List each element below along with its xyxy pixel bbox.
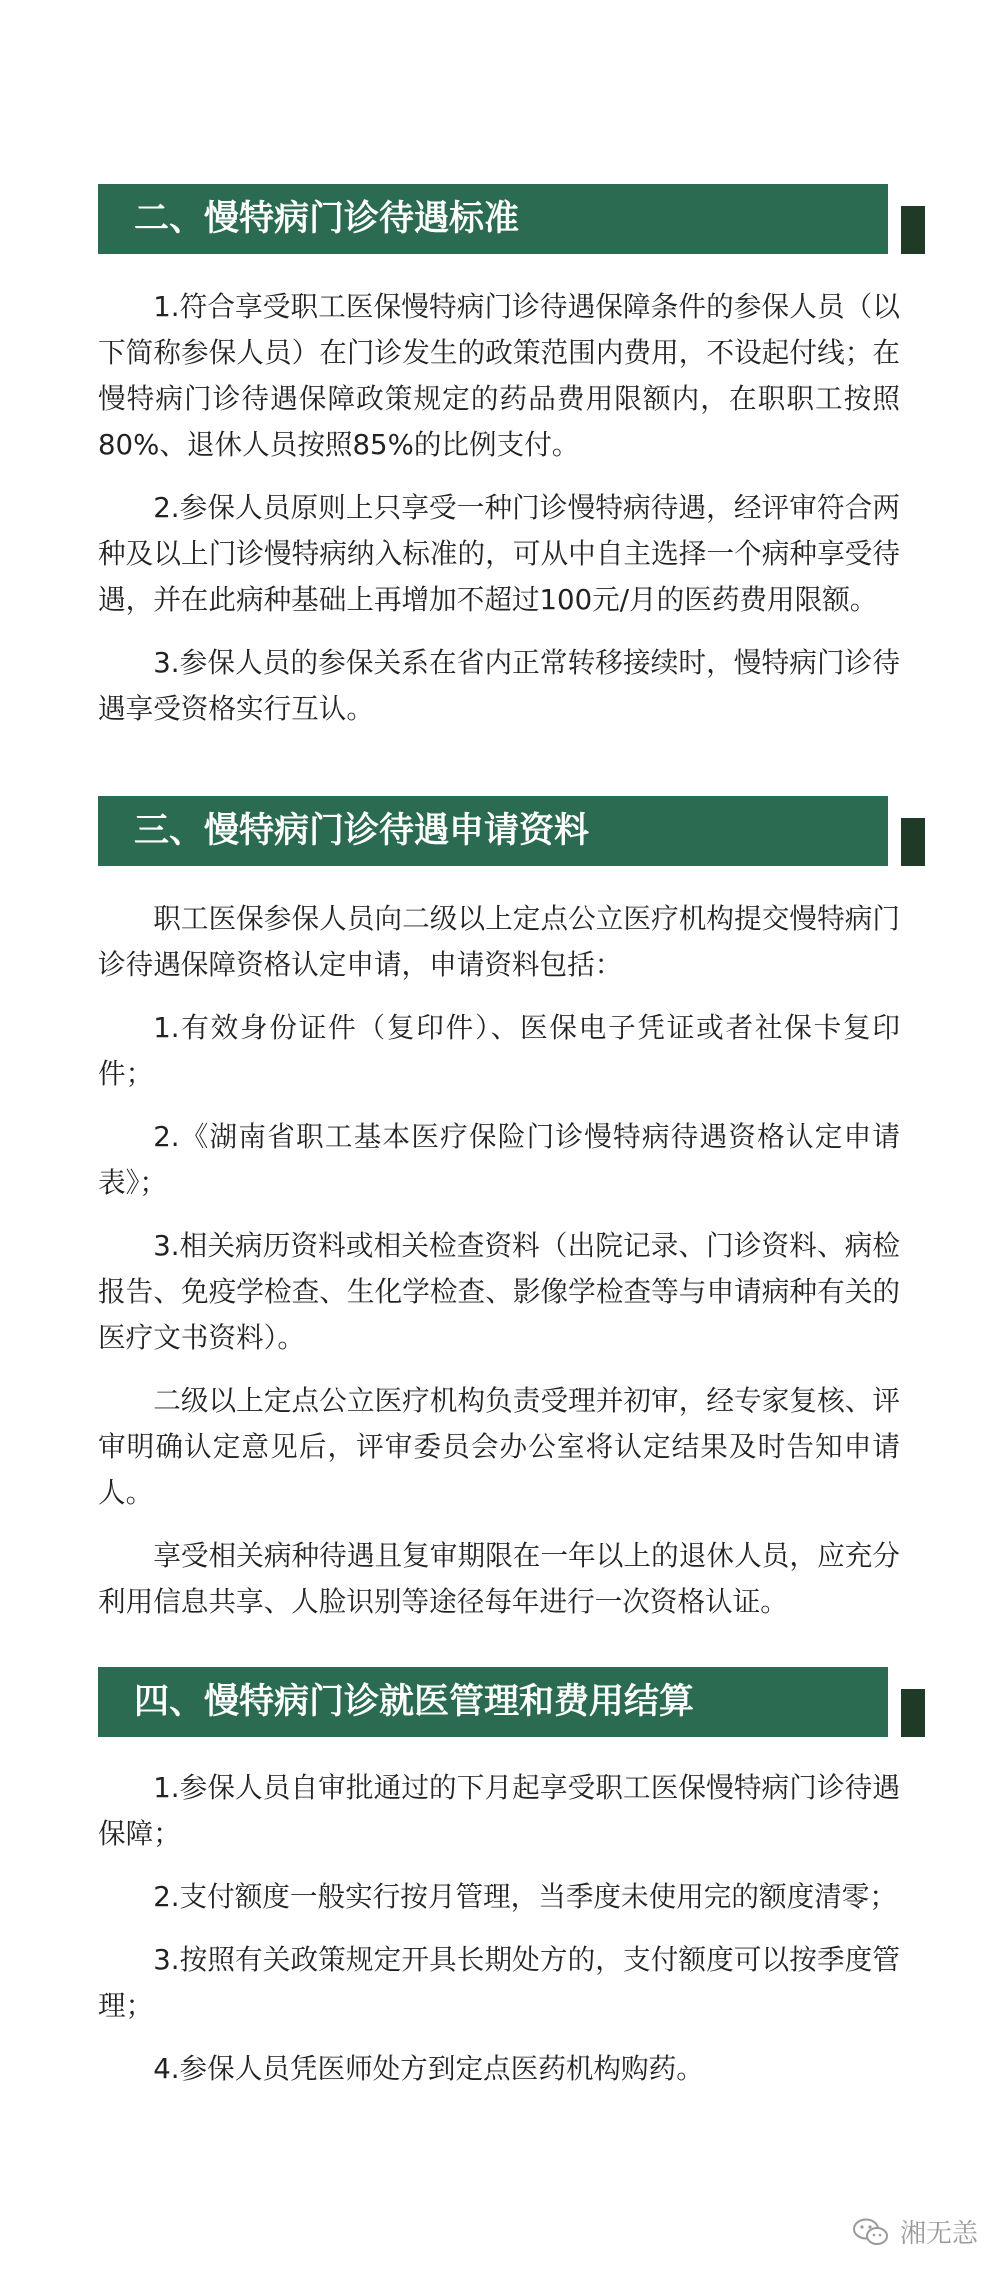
paragraph: 2.参保人员原则上只享受一种门诊慢特病待遇，经评审符合两种及以上门诊慢特病纳入标准的，可从中自主选择一个病种享受待遇，并在此病种基础上再增加不超过100元/月的医药费用限额。 — [98, 491, 900, 616]
section-body-2 — [98, 284, 900, 749]
paragraph: 职工医保参保人员向二级以上定点公立医疗机构提交慢特病门诊待遇保障资格认定申请，申请资料包括： — [98, 902, 900, 981]
paragraph: 1.参保人员自审批通过的下月起享受职工医保慢特病门诊待遇保障； — [98, 1771, 900, 1850]
paragraph: 2.支付额度一般实行按月管理，当季度未使用完的额度清零； — [153, 1880, 897, 1913]
watermark — [852, 2213, 978, 2250]
wechat-icon — [852, 2217, 890, 2247]
watermark-text: 湘无恙 — [899, 2219, 978, 2249]
section-header-4 — [98, 1667, 888, 1737]
paragraph: 1.有效身份证件（复印件）、医保电子凭证或者社保卡复印件； — [98, 1011, 900, 1090]
section-title: 二、慢特病门诊待遇标准 — [98, 184, 888, 254]
paragraph: 2.《湖南省职工基本医疗保险门诊慢特病待遇资格认定申请表》； — [98, 1120, 900, 1199]
paragraph: 1.符合享受职工医保慢特病门诊待遇保障条件的参保人员（以下简称参保人员）在门诊发生的政策范围内费用，不设起付线；在慢特病门诊待遇保障政策规定的药品费用限额内，在职职工按照80%、退休人员按照85%的比例支付。 — [98, 290, 900, 461]
section-body-3 — [98, 896, 900, 1642]
section-body-4 — [98, 1765, 900, 2109]
paragraph: 3.按照有关政策规定开具长期处方的，支付额度可以按季度管理； — [98, 1943, 900, 2022]
paragraph: 3.相关病历资料或相关检查资料（出院记录、门诊资料、病检报告、免疫学检查、生化学检查、影像学检查等与申请病种有关的医疗文书资料）。 — [98, 1229, 900, 1354]
header-shadow — [901, 1689, 925, 1737]
header-shadow — [901, 206, 925, 254]
section-header-3 — [98, 796, 888, 866]
section-title: 三、慢特病门诊待遇申请资料 — [98, 796, 888, 866]
section-title: 四、慢特病门诊就医管理和费用结算 — [98, 1667, 888, 1737]
paragraph: 享受相关病种待遇且复审期限在一年以上的退休人员，应充分利用信息共享、人脸识别等途径每年进行一次资格认证。 — [98, 1539, 900, 1618]
paragraph: 二级以上定点公立医疗机构负责受理并初审，经专家复核、评审明确认定意见后，评审委员会办公室将认定结果及时告知申请人。 — [98, 1384, 900, 1509]
paragraph: 3.参保人员的参保关系在省内正常转移接续时，慢特病门诊待遇享受资格实行互认。 — [98, 646, 900, 725]
header-shadow — [901, 818, 925, 866]
section-header-2 — [98, 184, 888, 254]
paragraph: 4.参保人员凭医师处方到定点医药机构购药。 — [153, 2052, 704, 2085]
